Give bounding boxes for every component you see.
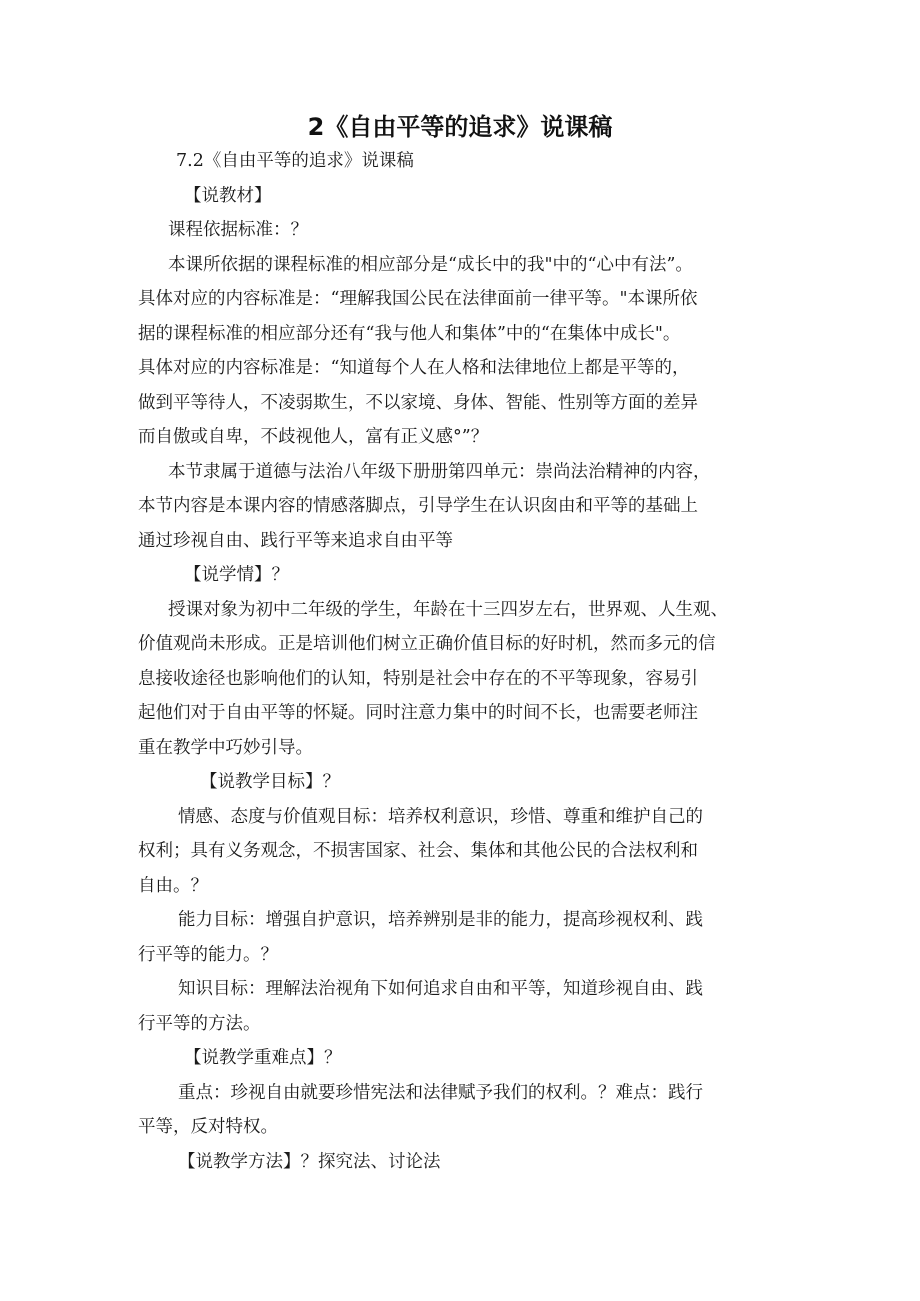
text-line: 重点：珍视自由就要珍惜宪法和法律赋予我们的权利。？难点：践行 (178, 1082, 703, 1103)
document-title: 2《自由平等的追求》说课稿 (307, 113, 613, 141)
text-line: 授课对象为初中二年级的学生，年龄在十三四岁左右，世界观、人生观、 (168, 599, 728, 620)
paragraph-ability-goal (138, 903, 798, 972)
text-line: 能力目标：增强自护意识，培养辨别是非的能力，提高珍视权利、践 (178, 910, 703, 930)
text-line: 做到平等待人，不凌弱欺生，不以家境、身体、智能、性别等方面的差异 (138, 392, 698, 413)
section-heading-goals: 【说教学目标】？ (200, 772, 340, 792)
text-line: 具体对应的内容标准是：“知道每个人在人格和法律地位上都是平等的， (138, 358, 690, 378)
text-line: 起他们对于自由平等的怀疑。同时注意力集中的时间不长，也需要老师注 (138, 703, 698, 723)
text-line: 价值观尚未形成。正是培训他们树立正确价值目标的好时机，然而多元的信 (138, 634, 716, 654)
paragraph-knowledge-goal (138, 972, 798, 1041)
text-line: 具体对应的内容标准是：“理解我国公民在法律面前一律平等。"本课所依 (138, 289, 698, 309)
paragraph-students (138, 593, 798, 766)
curriculum-basis: 课程依据标准：？ (168, 220, 308, 240)
text-line: 权利；具有义务观念，不损害国家、社会、集体和其他公民的合法权利和 (138, 841, 698, 861)
paragraph-unit (138, 455, 798, 559)
text-line: 情感、态度与价值观目标：培养权利意识，珍惜、尊重和维护自己的 (178, 806, 703, 827)
text-line: 本节隶属于道德与法治八年级下册册第四单元：崇尚法治精神的内容， (168, 461, 711, 482)
text-line: 本课所依据的课程标准的相应部分是“成长中的我"中的“心中有法”。 (168, 254, 693, 275)
paragraph-emotion-goal (138, 800, 798, 904)
text-line: 本节内容是本课内容的情感落脚点，引导学生在认识囱由和平等的基础上 (138, 496, 698, 516)
text-line: 行平等的能力。？ (138, 944, 278, 965)
text-line: 平等，反对特权。 (138, 1117, 278, 1137)
text-line: 重在教学中巧妙引导。 (138, 737, 313, 758)
subtitle: 7.2《自由平等的追求》说课稿 (176, 151, 414, 171)
section-heading-keypoints: 【说教学重难点】？ (184, 1048, 342, 1068)
section-heading-students: 【说学情】？ (184, 565, 289, 585)
document-body (138, 144, 798, 1179)
text-line: 行平等的方法。 (138, 1013, 261, 1034)
paragraph-keypoints (138, 1076, 798, 1145)
text-line: 而自傲或自卑，不歧视他人，富有正义感°”？ (138, 427, 489, 447)
text-line: 自由。？ (138, 875, 208, 896)
text-line: 息接收途径也影响他们的认知，特别是社会中存在的不平等现象，容易引 (138, 668, 698, 689)
text-line: 知识目标：理解法治视角下如何追求自由和平等，知道珍视自由、践 (178, 979, 703, 999)
text-line: 通过珍视自由、践行平等来追求自由平等 (138, 530, 453, 551)
section-heading-material: 【说教材】 (184, 185, 272, 206)
section-heading-methods: 【说教学方法】？探究法、讨论法 (178, 1151, 441, 1172)
text-line: 据的课程标准的相应部分还有“我与他人和集体”中的“在集体中成长"。 (138, 323, 681, 344)
paragraph-curriculum (138, 248, 798, 455)
